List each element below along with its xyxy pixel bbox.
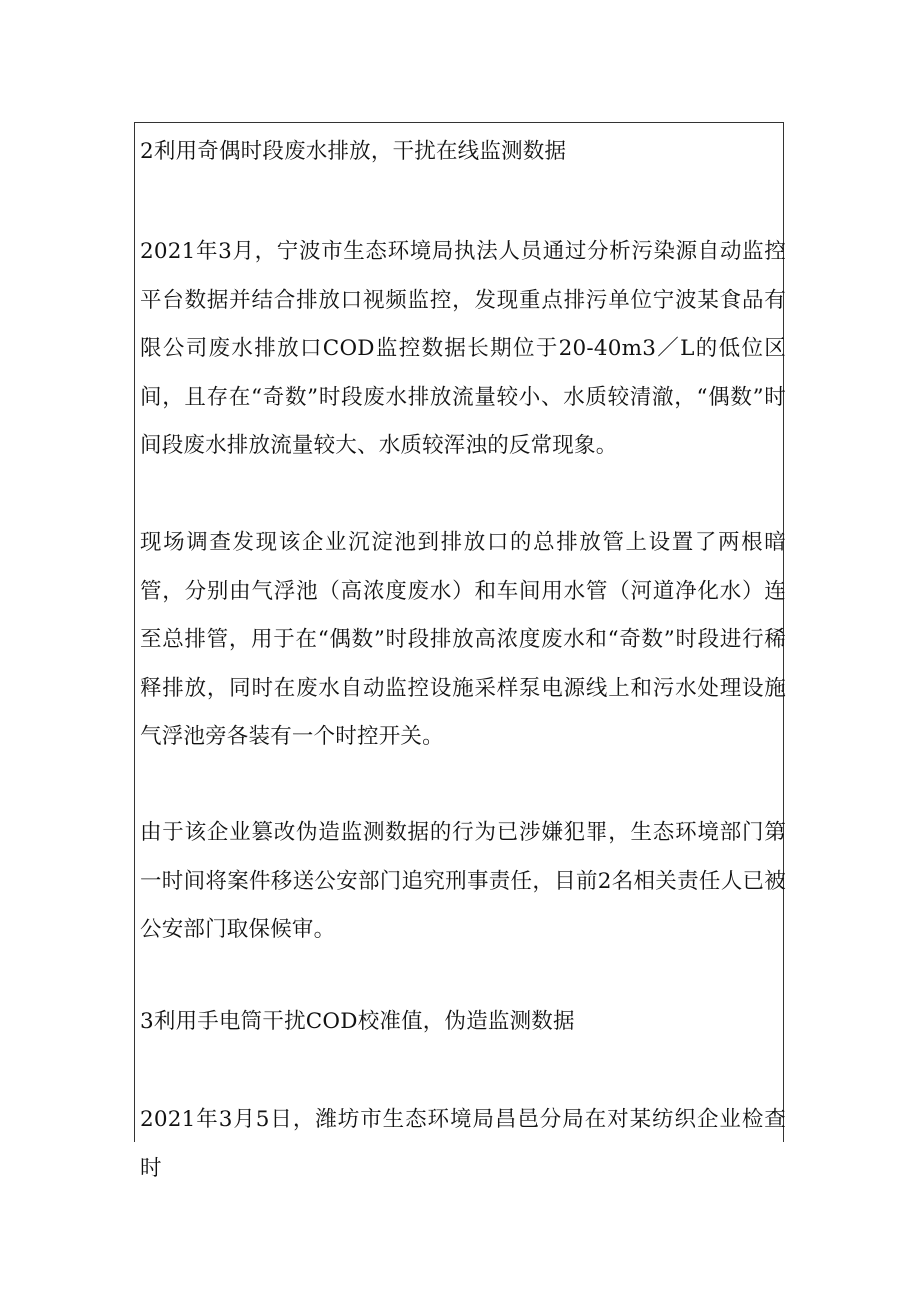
section-3-heading: 3利用手电筒干扰COD校准值，伪造监测数据 [140,1009,575,1034]
section-2-paragraph-2: 现场调查发现该企业沉淀池到排放口的总排放管上设置了两根暗管，分别由气浮池（高浓度废水）和车间用水管（河道净化水）连至总排管，用于在“偶数”时段排放高浓度废水和“奇数”时段进行稀释排放，同时在废水自动监控设施采样泵电源线上和污水处理设施气浮池旁各装有一个时控开关。 [140,530,786,749]
section-2-heading: 2利用奇偶时段废水排放，干扰在线监测数据 [140,139,567,164]
section-2-paragraph-1: 2021年3月，宁波市生态环境局执法人员通过分析污染源自动监控平台数据并结合排放口视频监控，发现重点排污单位宁波某食品有限公司废水排放口COD监控数据长期位于20-40m3／L的低位区间，且存在“奇数”时段废水排放流量较小、水质较清澈，“偶数”时间段废水排放流量较大、水质较浑浊的反常现象。 [140,239,786,458]
section-3-paragraph-1: 2021年3月5日，潍坊市生态环境局昌邑分局在对某纺织企业检查时 [140,1107,786,1181]
section-2-paragraph-3: 由于该企业篡改伪造监测数据的行为已涉嫌犯罪，生态环境部门第一时间将案件移送公安部门追究刑事责任，目前2名相关责任人已被公安部门取保候审。 [140,820,786,942]
